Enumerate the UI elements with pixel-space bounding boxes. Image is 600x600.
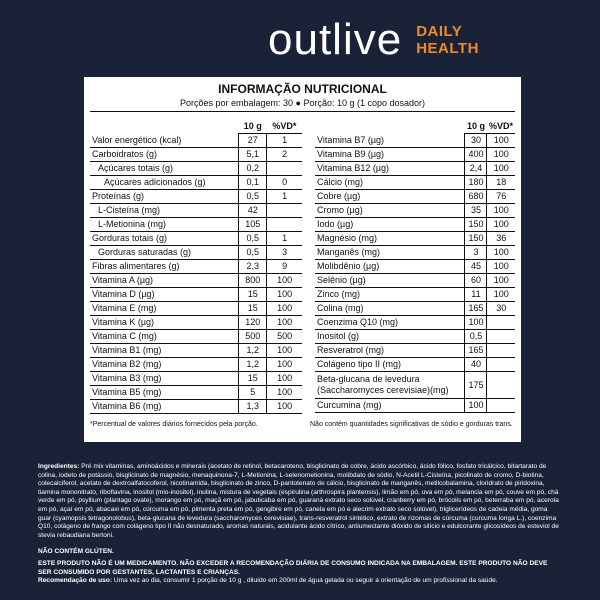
nutrient-amount: 15 bbox=[239, 288, 267, 302]
nutrient-vd: 1 bbox=[267, 190, 302, 204]
nutrient-amount: 35 bbox=[465, 204, 487, 218]
nutrient-name: Gorduras saturadas (g) bbox=[90, 246, 239, 260]
nutrient-amount: 100 bbox=[465, 399, 487, 413]
nutrient-row bbox=[90, 372, 302, 386]
nutrient-name: Curcumina (mg) bbox=[315, 399, 465, 413]
gluten-notice: NÃO CONTÉM GLÚTEN. bbox=[38, 548, 114, 555]
nutrient-name: L-Cisteína (mg) bbox=[90, 204, 239, 218]
nutrient-name: Carboidratos (g) bbox=[90, 148, 239, 162]
nutrient-row bbox=[90, 246, 302, 260]
nutrient-row bbox=[90, 330, 302, 344]
nutrient-name: Vitamina B3 (mg) bbox=[90, 372, 239, 386]
nutrient-vd: 1 bbox=[267, 232, 302, 246]
nutrient-name: Gorduras totais (g) bbox=[90, 232, 239, 246]
nutrient-vd: 100 bbox=[267, 316, 302, 330]
nutrient-amount: 3 bbox=[465, 246, 487, 260]
nutrient-name: Resveratrol (mg) bbox=[315, 344, 465, 358]
nutrient-name: Vitamina B2 (mg) bbox=[90, 358, 239, 372]
nutrient-name: Beta-glucana de levedura (Saccharomyces cerevisiae)(mg) bbox=[315, 372, 465, 399]
amount-header: 10 g bbox=[465, 120, 487, 134]
ingredients-label: Ingredientes: bbox=[38, 463, 80, 470]
vd-header: %VD* bbox=[267, 120, 302, 134]
nutrition-right-column bbox=[315, 120, 515, 414]
usage-text: Uma vez ao dia, consumir 1 porção de 10 g , diluído em 200ml de água gelada ou seguir a orientação de um profissional da saúde. bbox=[113, 577, 498, 584]
nutrient-amount: 0,1 bbox=[239, 176, 267, 190]
nutrient-row bbox=[315, 274, 515, 288]
nutrient-name: L-Metionina (mg) bbox=[90, 218, 239, 232]
nutrient-amount: 800 bbox=[239, 274, 267, 288]
nutrient-amount: 60 bbox=[465, 274, 487, 288]
nutrient-amount: 150 bbox=[465, 232, 487, 246]
amount-header: 10 g bbox=[239, 120, 267, 134]
nutrient-vd: 100 bbox=[487, 162, 515, 176]
nutrient-name: Manganês (mg) bbox=[315, 246, 465, 260]
nutrient-row bbox=[315, 358, 515, 372]
usage-label: Recomendação de uso: bbox=[38, 577, 113, 584]
nutrient-row bbox=[90, 134, 302, 148]
nutrient-name: Zinco (mg) bbox=[315, 288, 465, 302]
nutrient-amount: 30 bbox=[465, 134, 487, 148]
nutrient-row bbox=[90, 288, 302, 302]
nutrient-vd bbox=[487, 330, 515, 344]
nutrient-amount: 45 bbox=[465, 260, 487, 274]
footnote-vd: *Percentual de valores diários fornecidos pela porção. bbox=[90, 421, 258, 428]
brand-tagline bbox=[416, 23, 479, 57]
ingredients-list: Pré mix vitaminas, aminoácidos e minerais (acetato de retinol, betacaroteno, bisglicinato de cobre, ácido ascórbico, ácido fólico, fosfato tricálcico, bitartarato de colina, iodeto de potássio, bisglicinato de magnésio, menaquinona-7, L-Metionina, L-selenometionina, molibdato de sódio, N-Acetil L-Cisteína, picolinato de cromo, D-biotina, colecalciferol, acetato de dextroalfatocoferol, nicotinamida, bisglicinato de zinco, D-pantotenato de cálcio, bisglicinato de manganês, metilcobalamina, cloridrato de piridoxina, tiamina mononitrato, riboflavina, inositol (mio-inositol), inulina, mistura de vegetais (espirulina (arthrospira plantensis), limão em pó, uva em pó, melancia em pó, couve em pó, chá verde em pó, psyllium (plantago ovate), morango em pó, maçã em pó, jabuticaba em pó, guaraná extrato seco solúvel, cranberry em pó, brócolis em pó, beterraba em pó, acerola em pó, açaí em pó, abacaxi em pó, cúrcuma em pó, pimenta preta em pó, gengibre em pó, canela em pó e alecrim extrato seco solúvel), triglicerídeos de cadeia média, goma guar (cyamopsis tetragonolobus), beta-glucana de levedura (saccharomyces cerevisiae), trans-resveratrol sintético, extrato de rizomas de cúrcuma (curcuma longa L.), coenzima Q10, colágeno de frango com colágeno tipo II não desnaturado, aromas naturais, acidulante ácido cítrico, antiumectante dióxido de silício e edulcorante glicosídeos de esteviol de stevia rebaudiana bertoni. bbox=[38, 463, 559, 539]
nutrient-vd: 100 bbox=[487, 246, 515, 260]
nutrient-row bbox=[315, 344, 515, 358]
nutrient-row bbox=[315, 148, 515, 162]
nutrient-vd: 1 bbox=[267, 134, 302, 148]
nutrient-row bbox=[90, 302, 302, 316]
nutrient-row bbox=[90, 148, 302, 162]
nutrient-amount: 165 bbox=[465, 344, 487, 358]
nutrient-row bbox=[90, 386, 302, 400]
nutrient-amount: 2,3 bbox=[239, 260, 267, 274]
nutrient-amount: 500 bbox=[239, 330, 267, 344]
nutrient-amount: 1,2 bbox=[239, 358, 267, 372]
nutrient-vd: 100 bbox=[487, 218, 515, 232]
nutrient-vd bbox=[267, 162, 302, 176]
nutrient-vd bbox=[487, 358, 515, 372]
footnote-sodium: Não contém quantidades significativas de sódio e gorduras trans. bbox=[310, 421, 513, 428]
nutrient-vd: 100 bbox=[487, 288, 515, 302]
nutrient-name: Cálcio (mg) bbox=[315, 176, 465, 190]
nutrient-amount: 180 bbox=[465, 176, 487, 190]
nutrient-row bbox=[315, 232, 515, 246]
nutrient-name: Vitamina D (µg) bbox=[90, 288, 239, 302]
nutrient-vd: 100 bbox=[487, 204, 515, 218]
nutrient-vd: 100 bbox=[267, 274, 302, 288]
nutrient-name: Inositol (g) bbox=[315, 330, 465, 344]
nutrient-row bbox=[315, 204, 515, 218]
nutrient-row bbox=[315, 134, 515, 148]
nutrient-amount: 150 bbox=[465, 218, 487, 232]
nutrient-name: Açúcares adicionados (g) bbox=[90, 176, 239, 190]
nutrient-row bbox=[315, 218, 515, 232]
nutrient-amount: 42 bbox=[239, 204, 267, 218]
nutrient-name: Colina (mg) bbox=[315, 302, 465, 316]
nutrient-vd: 100 bbox=[267, 288, 302, 302]
nutrient-row bbox=[315, 372, 515, 399]
nutrient-name: Iodo (µg) bbox=[315, 218, 465, 232]
nutrient-name: Vitamina A (µg) bbox=[90, 274, 239, 288]
nutrient-amount: 15 bbox=[239, 372, 267, 386]
nutrient-amount: 1,2 bbox=[239, 344, 267, 358]
nutrient-name: Vitamina B5 (mg) bbox=[90, 386, 239, 400]
nutrient-amount: 2,4 bbox=[465, 162, 487, 176]
nutrient-name: Vitamina B1 (mg) bbox=[90, 344, 239, 358]
nutrient-row bbox=[90, 400, 302, 414]
nutrient-vd: 100 bbox=[487, 260, 515, 274]
nutrient-name: Molibdênio (µg) bbox=[315, 260, 465, 274]
product-warning: ESTE PRODUTO NÃO É UM MEDICAMENTO. NÃO EXCEDER A RECOMENDAÇÃO DIÁRIA DE CONSUMO INDICADA NA EMBALAGEM. ESTE PRODUTO NÃO DEVE SER CONSUMIDO POR GESTANTES, LACTANTES E CRIANÇAS. bbox=[38, 560, 548, 576]
nutrient-vd: 500 bbox=[267, 330, 302, 344]
panel-footnotes bbox=[90, 421, 515, 428]
nutrient-name: Vitamina B9 (µg) bbox=[315, 148, 465, 162]
nutrient-row bbox=[315, 302, 515, 316]
nutrient-vd: 100 bbox=[267, 302, 302, 316]
nutrient-vd: 36 bbox=[487, 232, 515, 246]
nutrient-row bbox=[90, 260, 302, 274]
nutrient-row bbox=[90, 358, 302, 372]
nutrition-right-table bbox=[315, 120, 515, 413]
nutrient-row bbox=[315, 246, 515, 260]
nutrient-name: Vitamina B6 (mg) bbox=[90, 400, 239, 414]
nutrient-name: Açúcares totais (g) bbox=[90, 162, 239, 176]
nutrient-row bbox=[315, 288, 515, 302]
brand-header bbox=[268, 15, 479, 64]
nutrient-name: Vitamina B7 (µg) bbox=[315, 134, 465, 148]
nutrient-name: Vitamina C (mg) bbox=[90, 330, 239, 344]
nutrient-vd: 2 bbox=[267, 148, 302, 162]
nutrition-left-column bbox=[90, 120, 302, 414]
nutrient-row bbox=[90, 316, 302, 330]
ingredients-text bbox=[38, 463, 562, 540]
nutrient-amount: 15 bbox=[239, 302, 267, 316]
nutrient-row bbox=[90, 204, 302, 218]
nutrient-row bbox=[90, 190, 302, 204]
nutrient-name: Fibras alimentares (g) bbox=[90, 260, 239, 274]
tagline-line-1: DAILY bbox=[416, 23, 463, 40]
nutrient-row bbox=[315, 162, 515, 176]
nutrient-amount: 0,2 bbox=[239, 162, 267, 176]
nutrient-row bbox=[315, 190, 515, 204]
nutrient-vd: 0 bbox=[267, 176, 302, 190]
nutrient-vd: 18 bbox=[487, 176, 515, 190]
nutrient-vd: 100 bbox=[267, 344, 302, 358]
panel-title: INFORMAÇÃO NUTRICIONAL bbox=[218, 82, 387, 96]
tagline-line-2: HEALTH bbox=[416, 40, 479, 57]
nutrient-vd bbox=[267, 204, 302, 218]
nutrient-vd: 30 bbox=[487, 302, 515, 316]
nutrient-name: Vitamina B12 (µg) bbox=[315, 162, 465, 176]
nutrient-vd: 100 bbox=[267, 386, 302, 400]
nutrient-amount: 175 bbox=[465, 372, 487, 399]
nutrient-vd bbox=[487, 399, 515, 413]
nutrient-amount: 105 bbox=[239, 218, 267, 232]
nutrient-name: Colágeno tipo II (mg) bbox=[315, 358, 465, 372]
nutrient-amount: 0,5 bbox=[239, 232, 267, 246]
nutrient-amount: 5 bbox=[239, 386, 267, 400]
nutrient-vd: 76 bbox=[487, 190, 515, 204]
usage-recommendation bbox=[38, 577, 562, 586]
nutrient-vd: 9 bbox=[267, 260, 302, 274]
nutrient-vd: 100 bbox=[267, 358, 302, 372]
nutrient-name: Cobre (µg) bbox=[315, 190, 465, 204]
nutrient-row bbox=[90, 232, 302, 246]
nutrient-row bbox=[315, 399, 515, 413]
nutrient-vd: 100 bbox=[267, 400, 302, 414]
nutrient-vd bbox=[267, 218, 302, 232]
nutrient-amount: 0,5 bbox=[239, 190, 267, 204]
nutrient-vd: 100 bbox=[267, 372, 302, 386]
nutrition-left-table bbox=[90, 120, 302, 414]
nutrient-amount: 11 bbox=[465, 288, 487, 302]
nutrient-name: Vitamina E (mg) bbox=[90, 302, 239, 316]
nutrient-vd: 3 bbox=[267, 246, 302, 260]
nutrient-amount: 1,3 bbox=[239, 400, 267, 414]
nutrient-vd bbox=[487, 372, 515, 399]
nutrient-name: Proteínas (g) bbox=[90, 190, 239, 204]
nutrient-row bbox=[315, 176, 515, 190]
nutrient-row bbox=[90, 162, 302, 176]
nutrient-amount: 120 bbox=[239, 316, 267, 330]
nutrient-name: Coenzima Q10 (mg) bbox=[315, 316, 465, 330]
nutrient-amount: 100 bbox=[465, 316, 487, 330]
nutrient-amount: 0,5 bbox=[239, 246, 267, 260]
nutrient-amount: 165 bbox=[465, 302, 487, 316]
nutrient-amount: 400 bbox=[465, 148, 487, 162]
nutrient-row bbox=[315, 316, 515, 330]
nutrient-amount: 27 bbox=[239, 134, 267, 148]
nutrient-vd: 100 bbox=[487, 274, 515, 288]
vd-header: %VD* bbox=[487, 120, 515, 134]
nutrient-name: Selênio (µg) bbox=[315, 274, 465, 288]
nutrient-row bbox=[90, 176, 302, 190]
nutrient-name: Cromo (µg) bbox=[315, 204, 465, 218]
nutrient-name: Valor energético (kcal) bbox=[90, 134, 239, 148]
nutrient-amount: 5,1 bbox=[239, 148, 267, 162]
nutrient-vd bbox=[487, 344, 515, 358]
nutrient-row bbox=[315, 260, 515, 274]
nutrient-vd: 100 bbox=[487, 148, 515, 162]
nutrient-vd bbox=[487, 316, 515, 330]
nutrient-name: Magnésio (mg) bbox=[315, 232, 465, 246]
nutrient-amount: 680 bbox=[465, 190, 487, 204]
nutrient-row bbox=[90, 344, 302, 358]
nutrition-facts-panel bbox=[84, 77, 521, 442]
nutrient-amount: 40 bbox=[465, 358, 487, 372]
nutrient-row bbox=[90, 218, 302, 232]
nutrient-name: Vitamina K (µg) bbox=[90, 316, 239, 330]
nutrient-row bbox=[315, 330, 515, 344]
nutrient-amount: 0,5 bbox=[465, 330, 487, 344]
panel-subtitle: Porções por embalagem: 30 ● Porção: 10 g (1 copo dosador) bbox=[90, 97, 515, 112]
brand-logo: outlive bbox=[268, 15, 403, 64]
nutrient-vd: 100 bbox=[487, 134, 515, 148]
nutrient-row bbox=[90, 274, 302, 288]
